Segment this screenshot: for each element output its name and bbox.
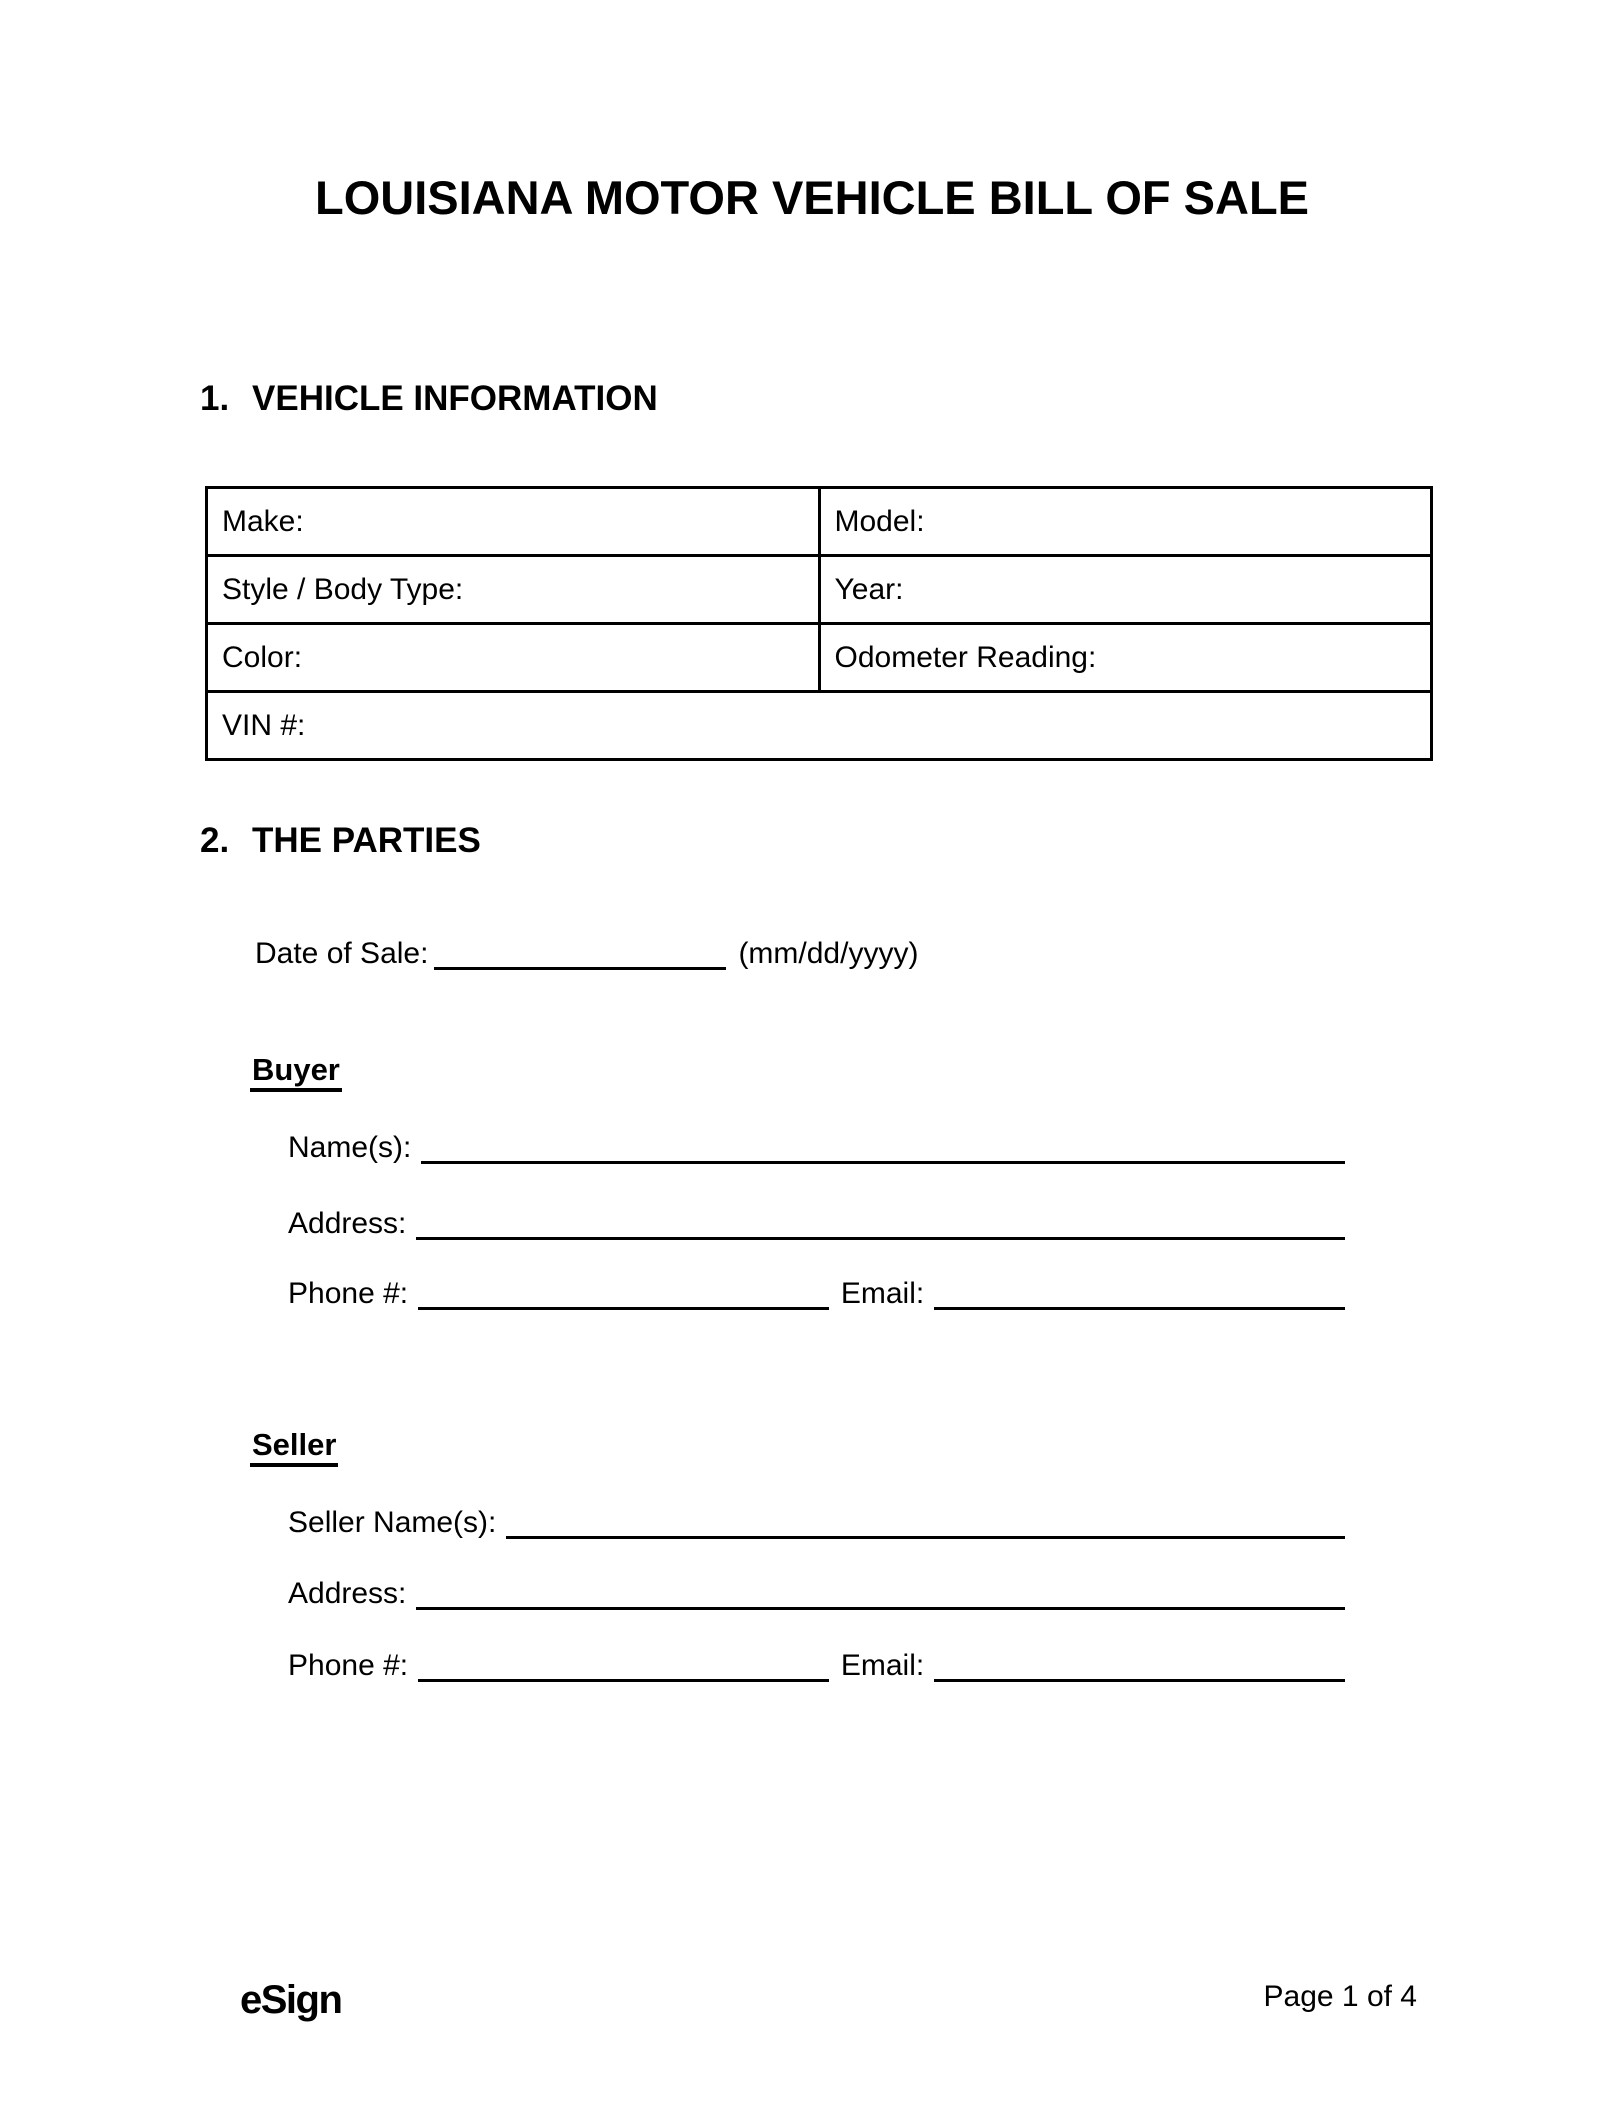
table-row xyxy=(207,692,1432,760)
seller-name-row xyxy=(288,1505,1345,1541)
seller-address-label: Address: xyxy=(288,1577,407,1610)
section-title: VEHICLE INFORMATION xyxy=(252,379,658,418)
document-title: LOUISIANA MOTOR VEHICLE BILL OF SALE xyxy=(315,171,1309,224)
buyer-address-row xyxy=(288,1206,1345,1242)
seller-address-input-line[interactable] xyxy=(416,1576,1345,1610)
date-of-sale-row xyxy=(255,936,955,972)
page-number: Page 1 of 4 xyxy=(1263,1980,1417,2013)
buyer-name-input-line[interactable] xyxy=(421,1130,1345,1164)
seller-section-heading: Seller xyxy=(250,1429,338,1467)
date-format-hint: (mm/dd/yyyy) xyxy=(738,937,919,970)
table-row xyxy=(207,624,1432,692)
seller-name-label: Seller Name(s): xyxy=(288,1506,497,1539)
buyer-phone-label: Phone #: xyxy=(288,1277,409,1310)
vin-field[interactable]: VIN #: xyxy=(207,692,1432,760)
seller-email-input-line[interactable] xyxy=(934,1648,1345,1682)
section-number: 2. xyxy=(200,821,230,860)
seller-name-input-line[interactable] xyxy=(506,1505,1345,1539)
buyer-address-label: Address: xyxy=(288,1207,407,1240)
table-row xyxy=(207,488,1432,556)
buyer-phone-email-row xyxy=(288,1276,1345,1312)
buyer-email-label: Email: xyxy=(840,1277,925,1310)
table-row xyxy=(207,556,1432,624)
seller-address-row xyxy=(288,1576,1345,1612)
buyer-phone-input-line[interactable] xyxy=(418,1276,829,1310)
seller-email-label: Email: xyxy=(840,1649,925,1682)
model-field[interactable]: Model: xyxy=(819,488,1432,556)
date-of-sale-input-line[interactable] xyxy=(434,936,726,970)
section-title: THE PARTIES xyxy=(252,821,481,860)
seller-phone-input-line[interactable] xyxy=(418,1648,829,1682)
make-field[interactable]: Make: xyxy=(207,488,820,556)
section-number: 1. xyxy=(200,379,230,418)
vehicle-information-table xyxy=(205,486,1433,761)
color-field[interactable]: Color: xyxy=(207,624,820,692)
esign-logo: eSign xyxy=(240,1978,342,2022)
buyer-name-row xyxy=(288,1130,1345,1166)
date-of-sale-label: Date of Sale: xyxy=(255,937,429,970)
style-body-type-field[interactable]: Style / Body Type: xyxy=(207,556,820,624)
buyer-address-input-line[interactable] xyxy=(416,1206,1345,1240)
buyer-email-input-line[interactable] xyxy=(934,1276,1345,1310)
buyer-section-heading: Buyer xyxy=(250,1054,342,1092)
section-heading-vehicle-information xyxy=(200,381,658,416)
seller-phone-email-row xyxy=(288,1648,1345,1684)
section-heading-the-parties xyxy=(200,823,481,858)
odometer-reading-field[interactable]: Odometer Reading: xyxy=(819,624,1432,692)
year-field[interactable]: Year: xyxy=(819,556,1432,624)
seller-phone-label: Phone #: xyxy=(288,1649,409,1682)
buyer-name-label: Name(s): xyxy=(288,1131,412,1164)
